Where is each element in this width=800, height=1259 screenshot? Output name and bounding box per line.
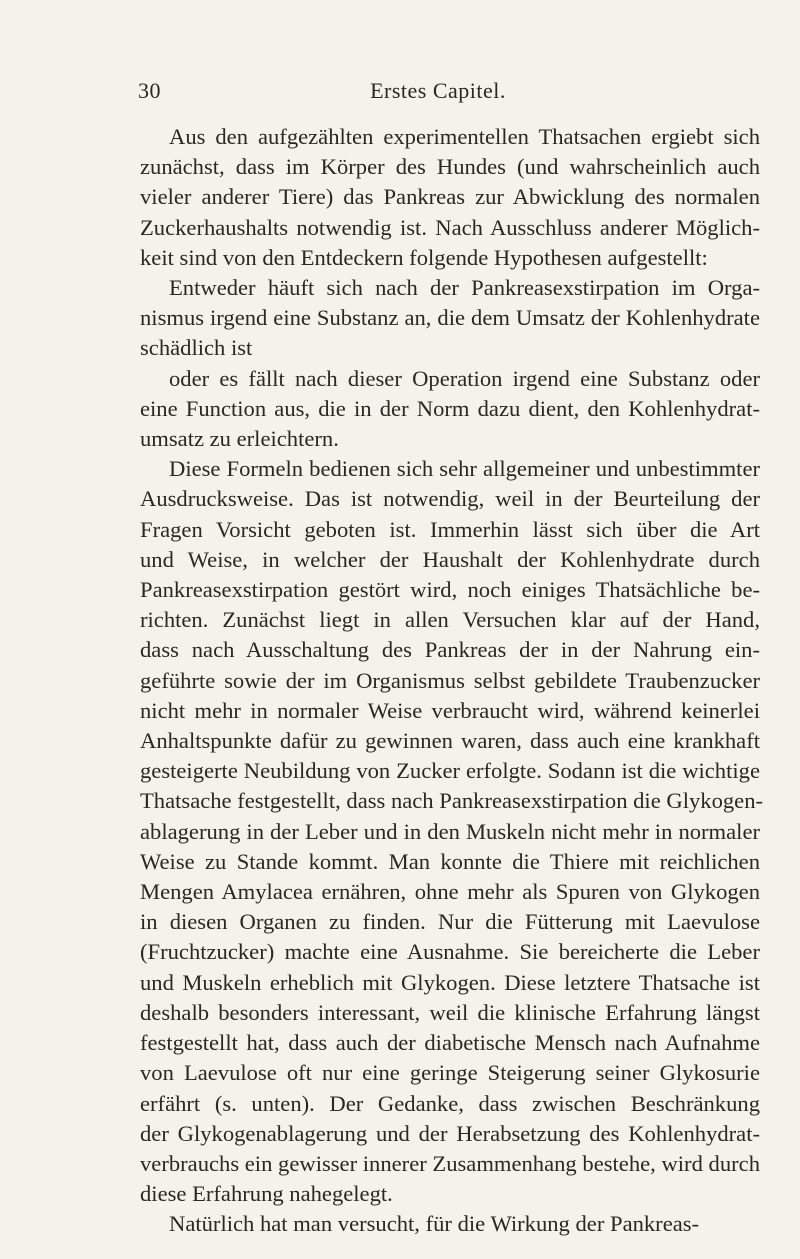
text-line: Entweder häuft sich nach der Pankreasexstirpation im Orga- [169, 275, 760, 301]
text-line: Zuckerhaushalts notwendig ist. Nach Ausschluss anderer Möglich- [140, 214, 760, 240]
text-line: Fragen Vorsicht geboten ist. Immerhin lässt sich über die Art [140, 516, 760, 542]
text-line: eine Function aus, die in der Norm dazu dient, den Kohlenhydrat- [140, 395, 760, 421]
text-line: Mengen Amylacea ernähren, ohne mehr als Spuren von Glykogen [140, 879, 760, 905]
text-line: gesteigerte Neubildung von Zucker erfolgte. Sodann ist die wichtige [140, 758, 760, 784]
text-line: verbrauchs ein gewisser innerer Zusammenhang bestehe, wird durch [140, 1150, 760, 1176]
running-head: Erstes Capitel. [370, 78, 506, 103]
text-line: schädlich ist [140, 335, 253, 361]
text-line: vieler anderer Tiere) das Pankreas zur Abwicklung des normalen [140, 184, 760, 210]
text-line: in diesen Organen zu finden. Nur die Fütterung mit Laevulose [140, 909, 760, 935]
page-header [138, 78, 738, 108]
body-text [140, 122, 764, 1240]
text-line: und Muskeln erheblich mit Glykogen. Diese letztere Thatsache ist [140, 969, 760, 995]
text-line: Pankreasexstirpation gestört wird, noch einiges Thatsächliche be- [140, 577, 760, 603]
text-line: zunächst, dass im Körper des Hundes (und wahrscheinlich auch [140, 154, 760, 180]
text-line: erfährt (s. unten). Der Gedanke, dass zwischen Beschränkung [140, 1090, 760, 1116]
text-line: Diese Formeln bedienen sich sehr allgemeiner und unbestimmter [169, 456, 760, 482]
text-line: keit sind von den Entdeckern folgende Hypothesen aufgestellt: [140, 244, 708, 270]
text-line: geführte sowie der im Organismus selbst gebildete Traubenzucker [140, 667, 760, 693]
text-line: umsatz zu erleichtern. [140, 426, 339, 452]
text-line: Natürlich hat man versucht, für die Wirkung der Pankreas- [169, 1211, 700, 1237]
text-line: richten. Zunächst liegt in allen Versuchen klar auf der Hand, [140, 607, 760, 633]
text-line: diese Erfahrung nahegelegt. [140, 1181, 393, 1207]
text-line: ablagerung in der Leber und in den Muskeln nicht mehr in normaler [140, 818, 760, 844]
text-line: dass nach Ausschaltung des Pankreas der in der Nahrung ein- [140, 637, 760, 663]
text-line: Aus den aufgezählten experimentellen Thatsachen ergiebt sich [169, 124, 760, 149]
text-line: nismus irgend eine Substanz an, die dem Umsatz der Kohlenhydrate [140, 305, 760, 331]
text-line: nicht mehr in normaler Weise verbraucht wird, während keinerlei [140, 697, 760, 723]
text-line: der Glykogenablagerung und der Herabsetzung des Kohlenhydrat- [140, 1120, 760, 1146]
text-line: Weise zu Stande kommt. Man konnte die Thiere mit reichlichen [140, 848, 760, 874]
text-line: (Fruchtzucker) machte eine Ausnahme. Sie bereicherte die Leber [140, 939, 760, 965]
text-line: oder es fällt nach dieser Operation irgend eine Substanz oder [169, 365, 760, 391]
text-line: Thatsache festgestellt, dass nach Pankreasexstirpation die Glykogen- [140, 788, 764, 814]
text-line: Ausdrucksweise. Das ist notwendig, weil in der Beurteilung der [140, 486, 760, 512]
text-line: Anhaltspunkte dafür zu gewinnen waren, dass auch eine krankhaft [140, 728, 760, 754]
text-line: deshalb besonders interessant, weil die klinische Erfahrung längst [140, 999, 760, 1025]
text-line: und Weise, in welcher der Haushalt der Kohlenhydrate durch [140, 546, 760, 572]
text-line: von Laevulose oft nur eine geringe Steigerung seiner Glykosurie [140, 1060, 760, 1086]
text-line: festgestellt hat, dass auch der diabetische Mensch nach Aufnahme [140, 1030, 760, 1056]
page-number: 30 [138, 78, 161, 103]
